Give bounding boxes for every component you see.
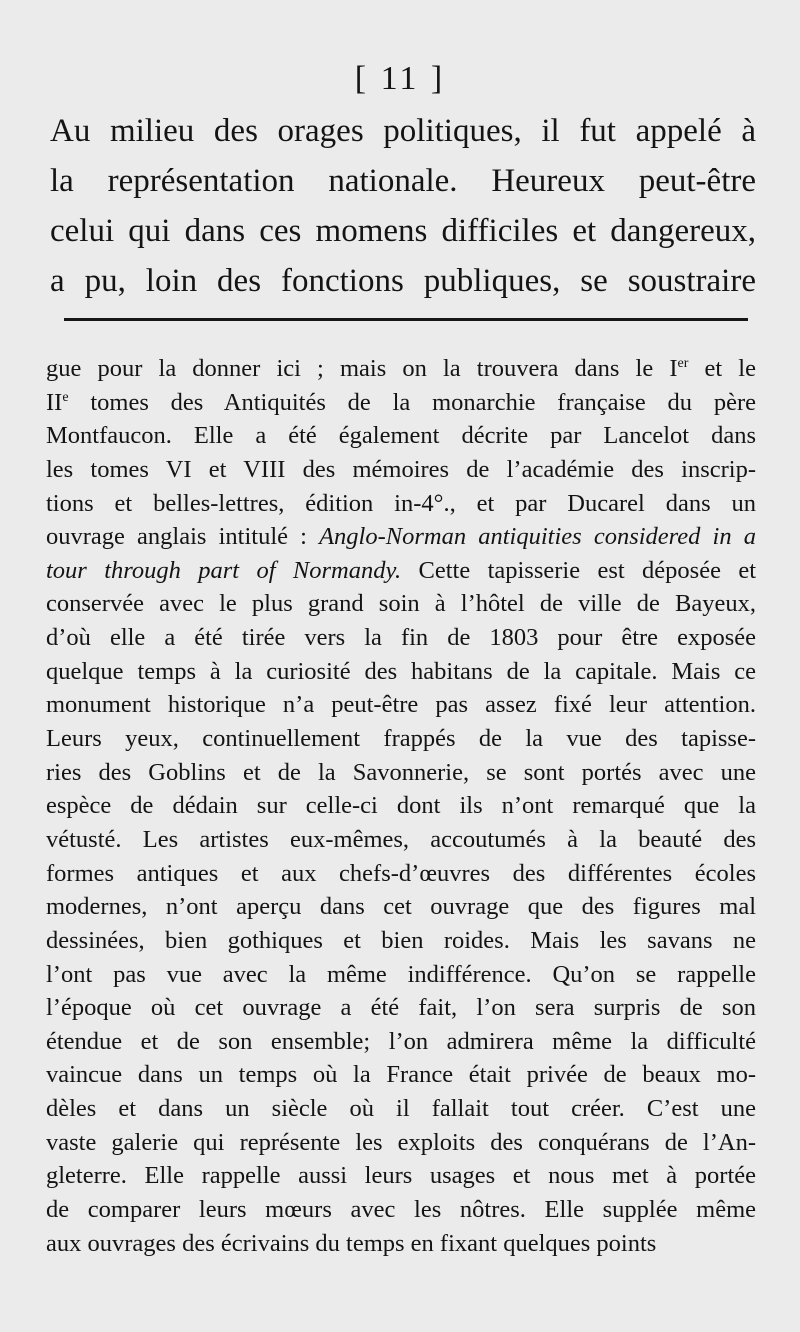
page-number: [ 11 ] (354, 60, 446, 97)
text-line: a pu, loin des fonctions publiques, se soustraire (50, 263, 756, 299)
footnote-line (46, 352, 756, 386)
footnote-line: monument historique n’a peut-être pas assez fixé leur attention. (46, 691, 756, 719)
footnote-line (46, 386, 756, 420)
footnote-line: l’époque où cet ouvrage a été fait, l’on sera surpris de son (46, 994, 756, 1022)
footnote-line: étendue et de son ensemble; l’on admirera même la difficulté (46, 1027, 756, 1055)
footnote-line: d’où elle a été tirée vers la fin de 1803 pour être exposée (46, 624, 756, 652)
superscript: e (62, 389, 69, 405)
footnote-line: vaste galerie qui représente les exploits des conquérans de l’An- (46, 1128, 756, 1156)
footnote-line: dessinées, bien gothiques et bien roides. Mais les savans ne (46, 926, 756, 954)
footnote-line-part: tomes des Antiquités de la monarchie française du père (68, 388, 756, 416)
footnote-line: vaincue dans un temps où la France était privée de beaux mo- (46, 1061, 756, 1089)
footnote-line (46, 554, 756, 588)
footnote-line: conservée avec le plus grand soin à l’hôtel de ville de Bayeux, (46, 590, 756, 618)
footnote-line: tions et belles-lettres, édition in-4°., et par Ducarel dans un (46, 489, 756, 517)
footnote-line: quelque temps à la curiosité des habitans de la capitale. Mais ce (46, 657, 756, 685)
superscript: er (677, 356, 689, 371)
footnote-divider (64, 318, 748, 321)
footnote-line: les tomes VI et VIII des mémoires de l’académie des inscrip- (46, 455, 756, 483)
main-text (50, 106, 756, 306)
footnote-line-part: gue pour la donner ici ; mais on la trouvera dans le I (46, 355, 678, 382)
text-line: celui qui dans ces momens difficiles et dangereux, (50, 213, 756, 249)
italic-title: Anglo-Norman antiquities considered in a (319, 523, 756, 551)
footnote-line: dèles et dans un siècle où il fallait tout créer. C’est une (46, 1095, 756, 1123)
italic-title: tour through part of Normandy. (46, 556, 402, 584)
footnote-line-part: et le (688, 355, 756, 382)
footnote-line: ries des Goblins et de la Savonnerie, se sont portés avec une (46, 758, 756, 786)
footnote-line: l’ont pas vue avec la même indifférence. Qu’on se rappelle (46, 960, 756, 988)
footnote-line: de comparer leurs mœurs avec les nôtres. Elle supplée même (46, 1196, 756, 1224)
footnote-line-part: ouvrage anglais intitulé : (46, 523, 320, 551)
footnote-line: aux ouvrages des écrivains du temps en fixant quelques points (46, 1229, 657, 1257)
footnote-line (46, 520, 756, 554)
footnote-line: Leurs yeux, continuellement frappés de la vue des tapisse- (46, 725, 756, 753)
text-line: Au milieu des orages politiques, il fut appelé à (50, 113, 756, 149)
text-line: la représentation nationale. Heureux peut-être (50, 163, 756, 199)
footnote-line-part: Cette tapisserie est déposée et (401, 556, 757, 584)
footnote-line: vétusté. Les artistes eux-mêmes, accoutumés à la beauté des (46, 825, 756, 853)
footnote-line-part: II (46, 388, 63, 416)
footnote-text (46, 352, 756, 1260)
footnote-line: Montfaucon. Elle a été également décrite par Lancelot dans (46, 422, 756, 450)
footnote-line: formes antiques et aux chefs-d’œuvres des différentes écoles (46, 859, 756, 887)
footnote-line: modernes, n’ont aperçu dans cet ouvrage que des figures mal (46, 893, 756, 921)
footnote-line: gleterre. Elle rappelle aussi leurs usages et nous met à portée (46, 1162, 756, 1190)
footnote-line: espèce de dédain sur celle-ci dont ils n’ont remarqué que la (46, 792, 756, 820)
